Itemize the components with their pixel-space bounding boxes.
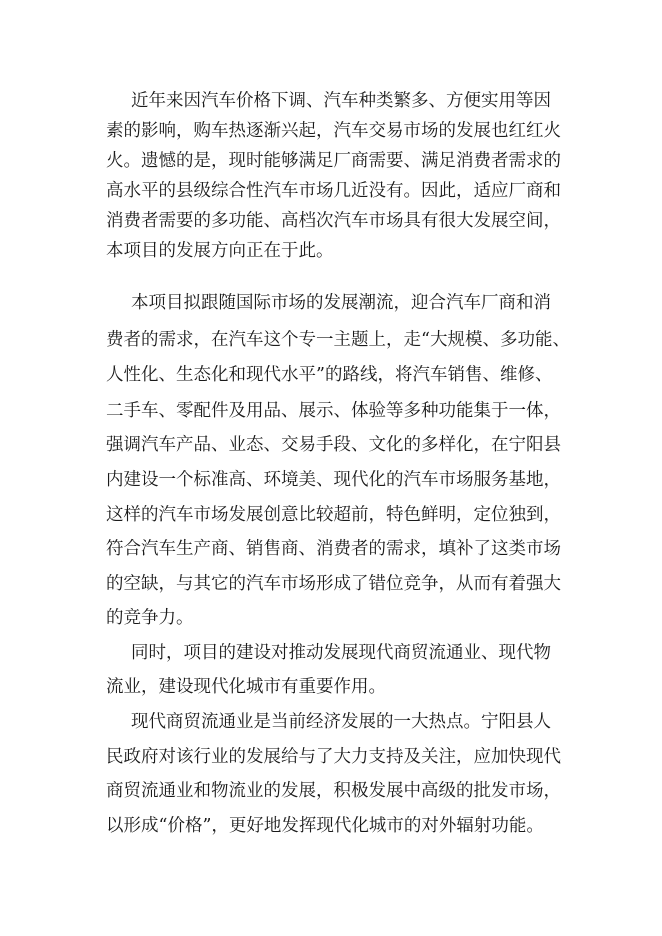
text-line: 本项目的发展方向正在于此。	[106, 241, 334, 261]
text-line: 火。遗憾的是，现时能够满足厂商需要、满足消费者需求的	[106, 151, 561, 171]
text-line: 民政府对该行业的发展给与了大力支持及关注，应加快现代	[106, 747, 561, 767]
text-line: 近年来因汽车价格下调、汽车种类繁多、方便实用等因	[131, 91, 551, 111]
text-line: 素的影响，购车热逐渐兴起，汽车交易市场的发展也红红火	[106, 121, 561, 141]
text-line: 消费者需要的多功能、高档次汽车市场具有很大发展空间，	[106, 211, 561, 231]
text-line: 这样的汽车市场发展创意比较超前，特色鲜明，定位独到，	[106, 505, 561, 525]
text-line: 费者的需求，在汽车这个专一主题上，走“大规模、多功能、	[106, 330, 570, 350]
text-line: 本项目拟跟随国际市场的发展潮流，迎合汽车厂商和消	[131, 293, 551, 313]
text-line: 现代商贸流通业是当前经济发展的一大热点。宁阳县人	[131, 712, 551, 732]
text-line: 二手车、零配件及用品、展示、体验等多种功能集于一体，	[106, 401, 561, 421]
text-line: 同时，项目的建设对推动发展现代商贸流通业、现代物	[131, 643, 551, 663]
text-line: 内建设一个标准高、环境美、现代化的汽车市场服务基地，	[106, 470, 561, 490]
text-line: 高水平的县级综合性汽车市场几近没有。因此，适应厂商和	[106, 181, 561, 201]
text-line: 的竞争力。	[106, 608, 194, 628]
text-line: 人性化、生态化和现代水平”的路线，将汽车销售、维修、	[106, 365, 553, 385]
text-line: 商贸流通业和物流业的发展，积极发展中高级的批发市场，	[106, 781, 561, 801]
text-line: 的空缺，与其它的汽车市场形成了错位竞争，从而有着强大	[106, 574, 561, 594]
text-line: 流业，建设现代化城市有重要作用。	[106, 677, 386, 697]
text-line: 强调汽车产品、业态、交易手段、文化的多样化，在宁阳县	[106, 435, 561, 455]
text-line: 符合汽车生产商、销售商、消费者的需求，填补了这类市场	[106, 539, 561, 559]
text-line: 以形成“价格”，更好地发挥现代化城市的对外辐射功能。	[106, 816, 544, 836]
